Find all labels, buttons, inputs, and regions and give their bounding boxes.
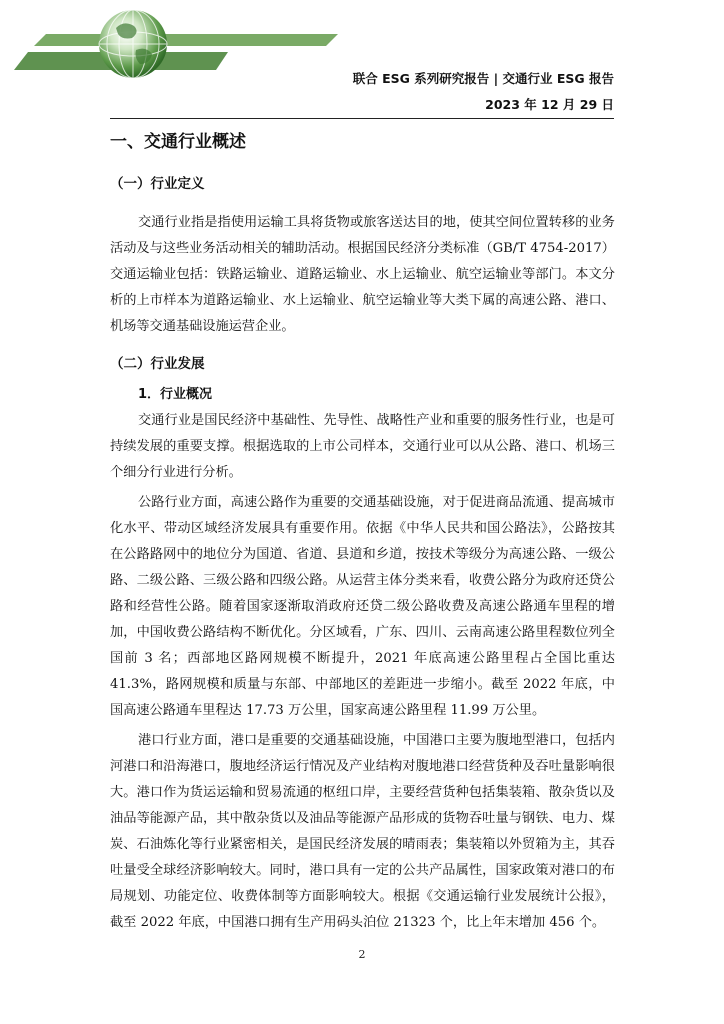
paragraph-port: 港口行业方面，港口是重要的交通基础设施，中国港口主要为腹地型港口，包括内河港口和沿海港口，腹地经济运行情况及产业结构对腹地港口经营货种及吞吐量影响很大。港口作为货运运输和贸易流通的枢纽口岸，主要经营货种包括集装箱、散杂货以及油品等能源产品，其中散杂货以及油品等能源产品形成的货物吞吐量与钢铁、电力、煤炭、石油炼化等行业紧密相关，是国民经济发展的晴雨表；集装箱以外贸箱为主，其吞吐量受全球经济影响较大。同时，港口具有一定的公共产品属性，国家政策对港口的布局规划、功能定位、收费体制等方面影响较大。根据《交通运输行业发展统计公报》，截至 2022 年底，中国港口拥有生产用码头泊位 21323 个，比上年末增加 456 个。 (110, 733, 615, 930)
logo-stripe-top (34, 34, 338, 46)
document-body (110, 120, 615, 936)
lianhe-globe-logo (8, 6, 338, 86)
header-title: 联合 ESG 系列研究报告 | 交通行业 ESG 报告 (352, 71, 614, 86)
paragraph-definition: 交通行业指是指使用运输工具将货物或旅客送达目的地，使其空间位置转移的业务活动及与这些业务活动相关的辅助活动。根据国民经济分类标准（GB/T 4754-2017）交通运输业包括：铁路运输业、道路运输业、水上运输业、航空运输业等部门。本文分析的上市样本为道路运输业、水上运输业、航空运输业等大类下属的高速公路、港口、机场等交通基础设施运营企业。 (110, 215, 615, 334)
header-date: 2023 年 12 月 29 日 (485, 97, 614, 112)
section-title: 一、交通行业概述 (110, 132, 246, 152)
subsection-title-definition: （一）行业定义 (110, 176, 205, 192)
paragraph-highway: 公路行业方面，高速公路作为重要的交通基础设施，对于促进商品流通、提高城市化水平、带动区域经济发展具有重要作用。依据《中华人民共和国公路法》，公路按其在公路路网中的地位分为国道、省道、县道和乡道，按技术等级分为高速公路、一级公路、二级公路、三级公路和四级公路。从运营主体分类来看，收费公路分为政府还贷公路和经营性公路。随着国家逐渐取消政府还贷二级公路收费及高速公路通车里程的增加，中国收费公路结构不断优化。分区域看，广东、四川、云南高速公路里程数位列全国前 3 名；西部地区路网规模不断提升，2021 年底高速公路里程占全国比重达 41.3%，路网规模和质量与东部、中部地区的差距进一步缩小。截至 2022 年底，中国高速公路通车里程达 17.73 万公里，国家高速公路里程 11.99 万公里。 (110, 495, 615, 718)
report-header (353, 66, 614, 118)
header-divider (110, 118, 614, 119)
subheading-industry-overview: 1．行业概况 (138, 387, 213, 402)
subsection-title-development: （二）行业发展 (110, 356, 205, 372)
paragraph-overview: 交通行业是国民经济中基础性、先导性、战略性产业和重要的服务性行业，也是可持续发展的重要支撑。根据选取的上市公司样本，交通行业可以从公路、港口、机场三个细分行业进行分析。 (110, 413, 615, 480)
page-number: 2 (358, 948, 366, 961)
